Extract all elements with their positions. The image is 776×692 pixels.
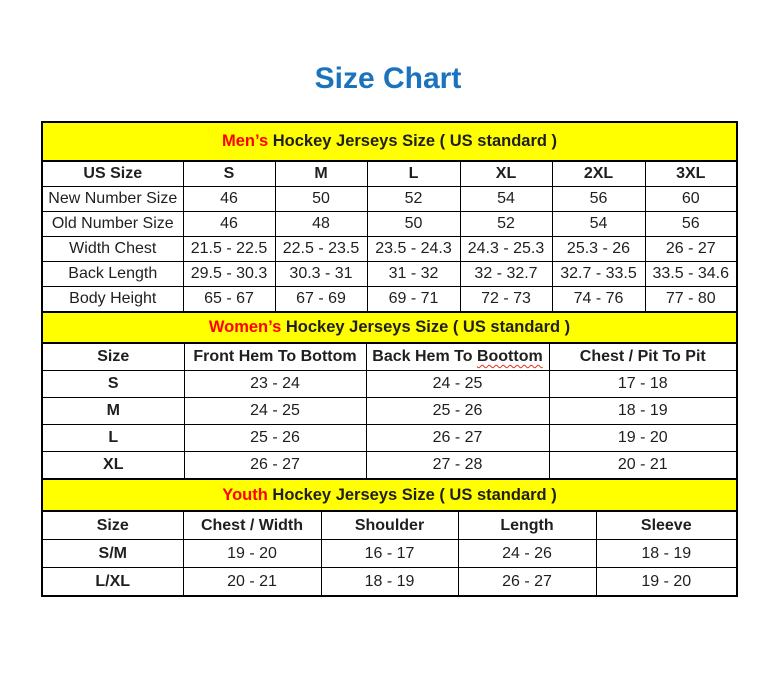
column-header: S [183, 161, 275, 187]
size-value-cell: 54 [552, 212, 645, 237]
table-row [42, 262, 737, 287]
size-value-cell: 52 [460, 212, 552, 237]
size-value-cell: 32 - 32.7 [460, 262, 552, 287]
row-label: L/XL [42, 568, 183, 597]
size-value-cell: 22.5 - 23.5 [275, 237, 367, 262]
size-value-cell: 46 [183, 187, 275, 212]
column-header: Size [42, 511, 183, 540]
size-value-cell: 27 - 28 [366, 452, 549, 480]
table-row [42, 371, 737, 398]
table-row [42, 425, 737, 452]
size-value-cell: 56 [552, 187, 645, 212]
mens-section-title [42, 122, 737, 161]
row-label: New Number Size [42, 187, 183, 212]
row-label: M [42, 398, 184, 425]
mens-highlight-word: Men’s [221, 132, 269, 150]
size-value-cell: 50 [275, 187, 367, 212]
youth-section-title [42, 479, 737, 511]
size-value-cell: 30.3 - 31 [275, 262, 367, 287]
size-value-cell: 74 - 76 [552, 287, 645, 313]
table-row [42, 540, 737, 568]
column-header: Chest / Width [183, 511, 321, 540]
size-value-cell: 21.5 - 22.5 [183, 237, 275, 262]
womens-banner-text: Hockey Jerseys Size ( US standard ) [285, 318, 571, 336]
size-value-cell: 54 [460, 187, 552, 212]
size-value-cell: 25 - 26 [184, 425, 366, 452]
size-value-cell: 56 [645, 212, 737, 237]
row-label: Width Chest [42, 237, 183, 262]
row-label: XL [42, 452, 184, 480]
row-label: Body Height [42, 287, 183, 313]
column-header: US Size [42, 161, 183, 187]
size-value-cell: 67 - 69 [275, 287, 367, 313]
column-header: Length [458, 511, 596, 540]
size-value-cell: 23.5 - 24.3 [367, 237, 460, 262]
size-value-cell: 29.5 - 30.3 [183, 262, 275, 287]
youth-section-header [42, 479, 737, 511]
column-header: Size [42, 343, 184, 371]
size-value-cell: 33.5 - 34.6 [645, 262, 737, 287]
youth-highlight-word: Youth [222, 485, 268, 504]
size-value-cell: 48 [275, 212, 367, 237]
column-header: Sleeve [596, 511, 737, 540]
size-tables-container [41, 121, 736, 597]
page-title: Size Chart [314, 62, 462, 95]
table-row [42, 452, 737, 480]
table-row [42, 568, 737, 597]
size-value-cell: 17 - 18 [549, 371, 737, 398]
size-value-cell: 16 - 17 [321, 540, 458, 568]
column-header [366, 343, 549, 371]
size-value-cell: 18 - 19 [596, 540, 737, 568]
size-value-cell: 24 - 25 [184, 398, 366, 425]
column-header: Chest / Pit To Pit [549, 343, 737, 371]
size-value-cell: 26 - 27 [645, 237, 737, 262]
womens-highlight-word: Women’s [208, 318, 282, 336]
misspelled-word-underline: Boottom [476, 348, 543, 365]
size-value-cell: 46 [183, 212, 275, 237]
size-value-cell: 20 - 21 [549, 452, 737, 480]
size-value-cell: 20 - 21 [183, 568, 321, 597]
size-value-cell: 31 - 32 [367, 262, 460, 287]
size-value-cell: 52 [367, 187, 460, 212]
womens-section-header [42, 312, 737, 343]
column-header: L [367, 161, 460, 187]
size-value-cell: 24 - 26 [458, 540, 596, 568]
table-row [42, 287, 737, 313]
row-label: Old Number Size [42, 212, 183, 237]
womens-header-row [42, 343, 737, 371]
row-label: L [42, 425, 184, 452]
size-value-cell: 19 - 20 [596, 568, 737, 597]
size-value-cell: 65 - 67 [183, 287, 275, 313]
row-label: S/M [42, 540, 183, 568]
size-value-cell: 60 [645, 187, 737, 212]
womens-size-table [41, 311, 738, 480]
size-value-cell: 23 - 24 [184, 371, 366, 398]
size-value-cell: 26 - 27 [184, 452, 366, 480]
womens-section-title [42, 312, 737, 343]
table-row [42, 398, 737, 425]
column-header: M [275, 161, 367, 187]
mens-section-header [42, 122, 737, 161]
mens-header-row [42, 161, 737, 187]
size-value-cell: 18 - 19 [321, 568, 458, 597]
size-value-cell: 26 - 27 [366, 425, 549, 452]
mens-banner-text: Hockey Jerseys Size ( US standard ) [272, 132, 558, 150]
size-value-cell: 19 - 20 [183, 540, 321, 568]
column-header: Front Hem To Bottom [184, 343, 366, 371]
table-row [42, 187, 737, 212]
size-value-cell: 77 - 80 [645, 287, 737, 313]
size-value-cell: 72 - 73 [460, 287, 552, 313]
size-value-cell: 24.3 - 25.3 [460, 237, 552, 262]
table-row [42, 237, 737, 262]
column-header-text: Back Hem To [372, 348, 473, 365]
column-header: 2XL [552, 161, 645, 187]
size-value-cell: 32.7 - 33.5 [552, 262, 645, 287]
size-value-cell: 24 - 25 [366, 371, 549, 398]
size-value-cell: 26 - 27 [458, 568, 596, 597]
size-value-cell: 25.3 - 26 [552, 237, 645, 262]
size-value-cell: 69 - 71 [367, 287, 460, 313]
column-header: XL [460, 161, 552, 187]
mens-size-table [41, 121, 738, 313]
column-header: Shoulder [321, 511, 458, 540]
youth-header-row [42, 511, 737, 540]
size-value-cell: 18 - 19 [549, 398, 737, 425]
size-value-cell: 19 - 20 [549, 425, 737, 452]
youth-banner-text: Hockey Jerseys Size ( US standard ) [272, 485, 557, 504]
column-header: 3XL [645, 161, 737, 187]
row-label: Back Length [42, 262, 183, 287]
table-row [42, 212, 737, 237]
youth-size-table [41, 478, 738, 597]
size-value-cell: 50 [367, 212, 460, 237]
size-value-cell: 25 - 26 [366, 398, 549, 425]
row-label: S [42, 371, 184, 398]
